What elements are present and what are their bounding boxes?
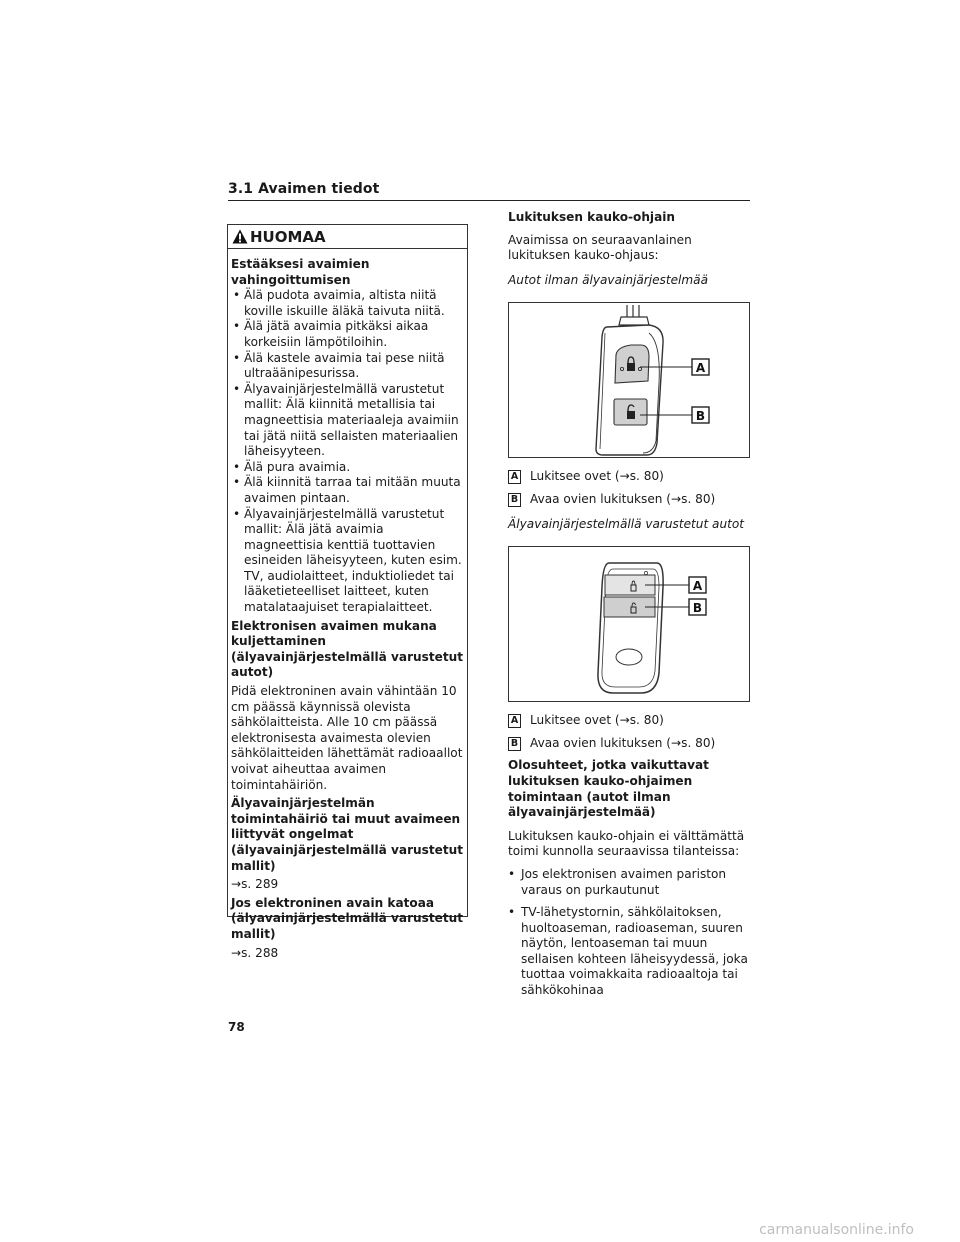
conditions-list xyxy=(508,867,754,999)
caution-title: HUOMAA xyxy=(250,227,326,246)
figure-label-b: B xyxy=(692,601,703,616)
figure-label-b: B xyxy=(695,409,706,424)
legend-letter: A xyxy=(508,470,521,484)
list-item: • Älä pura avaimia. xyxy=(231,460,464,476)
legend-row-b xyxy=(508,492,754,508)
list-item: • Älä jätä avaimia pitkäksi aikaa korkeisiin lämpötiloihin. xyxy=(231,319,464,350)
legend-text: Lukitsee ovet (→s. 80) xyxy=(530,469,664,484)
page-reference: →s. 289 xyxy=(231,877,279,892)
page-reference: →s. 288 xyxy=(231,945,279,960)
legend-text: Avaa ovien lukituksen (→s. 80) xyxy=(530,735,716,750)
caution-heading-damage: Estääksesi avaimien vahingoittumisen xyxy=(231,257,370,287)
smart-key-illustration xyxy=(509,547,749,701)
conditions-heading: Olosuhteet, jotka vaikuttavat lukituksen kauko-ohjaimen toimintaan (autot ilman älyavainjärjestelmää) xyxy=(508,758,709,820)
list-item: • Älä kiinnitä tarraa tai mitään muuta avaimen pintaan. xyxy=(231,475,464,506)
list-item: • Älyavainjärjestelmällä varustetut mallit: Älä jätä avaimia magneettisia kenttiä tuottavien esineiden läheisyyteen, kuten esim. TV, audiolaitteet, induktioliedet tai lääketieteelliset laitteet, kuten matalataajuiset terapialaitteet. xyxy=(231,507,464,616)
legend-row-b xyxy=(508,736,754,752)
watermark: carmanualsonline.info xyxy=(759,1222,914,1238)
figure-label-a: A xyxy=(692,579,703,594)
subheading-no-smart-key: Autot ilman älyavainjärjestelmää xyxy=(508,272,709,287)
figure-label-a: A xyxy=(695,361,706,376)
section-header xyxy=(228,178,750,201)
right-column xyxy=(508,210,754,999)
section-title: 3.1 Avaimen tiedot xyxy=(228,181,380,197)
caution-heading-lost-key: Jos elektroninen avain katoaa (älyavainjärjestelmällä varustetut mallit) xyxy=(231,895,464,941)
page-number: 78 xyxy=(228,1020,245,1034)
list-item: • Älä pudota avaimia, altista niitä koville iskuille äläkä taivuta niitä. xyxy=(231,288,464,319)
remote-intro: Avaimissa on seuraavanlainen lukituksen kauko-ohjaus: xyxy=(508,232,692,263)
caution-body xyxy=(228,249,467,961)
legend-row-a xyxy=(508,469,754,485)
legend-text: Avaa ovien lukituksen (→s. 80) xyxy=(530,491,716,506)
legend-text: Lukitsee ovet (→s. 80) xyxy=(530,713,664,728)
subheading-smart-key: Älyavainjärjestelmällä varustetut autot xyxy=(508,516,744,531)
caution-box xyxy=(227,224,468,960)
key-figure-smart xyxy=(508,546,750,702)
legend-letter: A xyxy=(508,714,521,728)
caution-text-carrying: Pidä elektroninen avain vähintään 10 cm päässä käynnissä olevista sähkölaitteista. Alle 10 cm päässä elektronisesta avaimesta olevien sähkölaitteiden lähettämät radioaallot voivat aiheuttaa avaimen toimintahäiriön. xyxy=(231,684,463,792)
caution-title-bar xyxy=(228,225,467,249)
list-item: • TV-lähetystornin, sähkölaitoksen, huoltoaseman, radioaseman, suuren näytön, lentoaseman tai muun sellaisen kohteen läheisyydessä, joka tuottaa voimakkaita radioaaltoja tai sähkökohinaa xyxy=(508,905,754,999)
remote-heading: Lukituksen kauko-ohjain xyxy=(508,210,675,224)
key-figure-conventional xyxy=(508,302,750,458)
caution-list xyxy=(231,288,464,615)
list-item: • Älyavainjärjestelmällä varustetut mallit: Älä kiinnitä metallisia tai magneettisia materiaaleja avaimiin tai jätä niitä sellaisten materiaalien läheisyyteen. xyxy=(231,382,464,460)
legend-letter: B xyxy=(508,737,521,751)
conditions-text: Lukituksen kauko-ohjain ei välttämättä toimi kunnolla seuraavissa tilanteissa: xyxy=(508,828,745,859)
conventional-key-illustration xyxy=(509,303,749,457)
list-item: • Jos elektronisen avaimen pariston varaus on purkautunut xyxy=(508,867,754,898)
legend-row-a xyxy=(508,713,754,729)
caution-heading-malfunction: Älyavainjärjestelmän toimintahäiriö tai muut avaimeen liittyvät ongelmat (älyavainjärjestelmällä varustetut mallit) xyxy=(231,796,464,873)
caution-heading-carrying: Elektronisen avaimen mukana kuljettaminen (älyavainjärjestelmällä varustetut autot) xyxy=(231,618,464,680)
list-item: • Älä kastele avaimia tai pese niitä ultraäänipesurissa. xyxy=(231,351,464,382)
warning-icon xyxy=(232,229,248,244)
legend-letter: B xyxy=(508,493,521,507)
